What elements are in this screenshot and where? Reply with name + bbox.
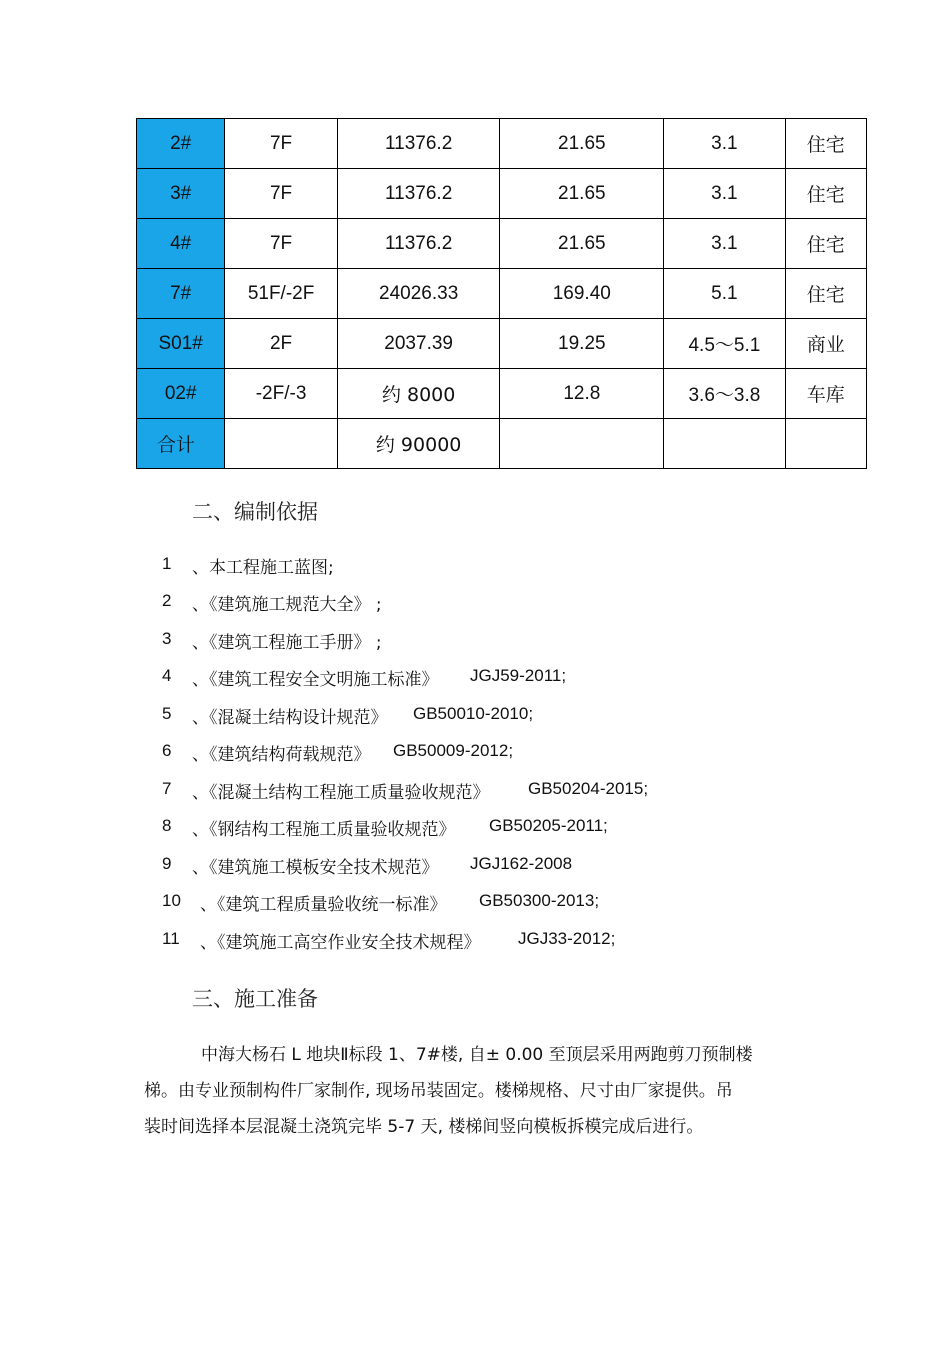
usage-cell: 商业 — [785, 319, 866, 369]
reference-number: 4 — [162, 666, 172, 685]
section-heading-preparation: 三、施工准备 — [192, 987, 318, 1011]
reference-code: JGJ33-2012; — [518, 929, 616, 948]
reference-number: 9 — [162, 854, 172, 873]
area-cell: 约 8000 — [337, 369, 500, 419]
floor-height-cell: 3.1 — [664, 169, 785, 219]
usage-cell: 住宅 — [785, 169, 866, 219]
list-item — [0, 925, 950, 955]
table-row — [137, 369, 867, 419]
reference-number: 8 — [162, 816, 172, 835]
table-row — [137, 119, 867, 169]
reference-number: 1 — [162, 554, 172, 573]
reference-title: 、《建筑施工高空作业安全技术规程》 — [200, 933, 481, 953]
reference-title: 、《钢结构工程施工质量验收规范》 — [192, 820, 456, 840]
paragraph-line: 中海大杨石 L 地块Ⅱ标段 1、7#楼, 自± 0.00 至顶层采用两跑剪刀预制楼 — [201, 1045, 753, 1065]
floor-height-cell: 5.1 — [664, 269, 785, 319]
list-item — [0, 662, 950, 692]
usage-cell: 住宅 — [785, 269, 866, 319]
reference-title: 、《建筑工程安全文明施工标准》 — [192, 670, 439, 690]
building-id-cell: 7# — [137, 269, 225, 319]
area-cell: 11376.2 — [337, 169, 500, 219]
reference-code: GB50010-2010; — [413, 704, 534, 723]
reference-code: GB50009-2012; — [393, 741, 514, 760]
list-item — [0, 587, 950, 617]
table-row — [137, 169, 867, 219]
floors-cell: 7F — [225, 169, 337, 219]
height-cell: 21.65 — [500, 119, 664, 169]
height-cell — [500, 419, 664, 469]
usage-cell — [785, 419, 866, 469]
floors-cell: 51F/-2F — [225, 269, 337, 319]
height-cell: 19.25 — [500, 319, 664, 369]
reference-number: 5 — [162, 704, 172, 723]
list-item — [0, 775, 950, 805]
table-row — [137, 269, 867, 319]
usage-cell: 住宅 — [785, 119, 866, 169]
floors-cell: 2F — [225, 319, 337, 369]
list-item — [0, 850, 950, 880]
list-item — [0, 700, 950, 730]
table-row — [137, 219, 867, 269]
floors-cell: -2F/-3 — [225, 369, 337, 419]
reference-number: 10 — [162, 891, 181, 910]
reference-title: 、《建筑工程施工手册》 ; — [192, 633, 382, 653]
list-item — [0, 625, 950, 655]
reference-title: 、《建筑结构荷载规范》 — [192, 745, 371, 765]
area-cell: 11376.2 — [337, 119, 500, 169]
height-cell: 21.65 — [500, 169, 664, 219]
building-table — [136, 118, 867, 469]
height-cell: 169.40 — [500, 269, 664, 319]
reference-title: 、《混凝土结构工程施工质量验收规范》 — [192, 783, 490, 803]
floor-height-cell: 3.1 — [664, 219, 785, 269]
reference-number: 6 — [162, 741, 172, 760]
reference-title: 、《建筑施工规范大全》 ; — [192, 595, 382, 615]
building-id-cell: 3# — [137, 169, 225, 219]
section-heading-basis: 二、编制依据 — [192, 500, 318, 524]
reference-number: 3 — [162, 629, 172, 648]
total-area-cell: 约 90000 — [337, 419, 500, 469]
reference-code: JGJ162-2008 — [470, 854, 573, 873]
paragraph-line: 梯。由专业预制构件厂家制作, 现场吊装固定。楼梯规格、尺寸由厂家提供。吊 — [144, 1081, 733, 1101]
list-item — [0, 887, 950, 917]
reference-number: 11 — [162, 929, 180, 948]
reference-code: JGJ59-2011; — [470, 666, 567, 685]
usage-cell: 车库 — [785, 369, 866, 419]
reference-title: 、《建筑工程质量验收统一标准》 — [200, 895, 447, 915]
reference-code: GB50205-2011; — [489, 816, 608, 835]
table-row — [137, 319, 867, 369]
total-label-cell: 合计 — [137, 419, 225, 469]
height-cell: 21.65 — [500, 219, 664, 269]
floors-cell — [225, 419, 337, 469]
list-item — [0, 812, 950, 842]
floor-height-cell: 4.5～5.1 — [664, 319, 785, 369]
building-id-cell: 02# — [137, 369, 225, 419]
reference-title: 、本工程施工蓝图; — [192, 558, 334, 578]
reference-number: 7 — [162, 779, 172, 798]
reference-number: 2 — [162, 591, 172, 610]
building-id-cell: 2# — [137, 119, 225, 169]
area-cell: 2037.39 — [337, 319, 500, 369]
area-cell: 11376.2 — [337, 219, 500, 269]
list-item — [0, 737, 950, 767]
area-cell: 24026.33 — [337, 269, 500, 319]
reference-title: 、《建筑施工模板安全技术规范》 — [192, 858, 439, 878]
height-cell: 12.8 — [500, 369, 664, 419]
floors-cell: 7F — [225, 219, 337, 269]
table-row-total — [137, 419, 867, 469]
floor-height-cell — [664, 419, 785, 469]
reference-code: GB50300-2013; — [479, 891, 600, 910]
reference-code: GB50204-2015; — [528, 779, 649, 798]
reference-title: 、《混凝土结构设计规范》 — [192, 708, 388, 728]
building-id-cell: 4# — [137, 219, 225, 269]
paragraph-line: 装时间选择本层混凝土浇筑完毕 5-7 天, 楼梯间竖向模板拆模完成后进行。 — [144, 1117, 704, 1137]
floors-cell: 7F — [225, 119, 337, 169]
floor-height-cell: 3.6～3.8 — [664, 369, 785, 419]
floor-height-cell: 3.1 — [664, 119, 785, 169]
usage-cell: 住宅 — [785, 219, 866, 269]
list-item — [0, 550, 950, 580]
building-id-cell: S01# — [137, 319, 225, 369]
